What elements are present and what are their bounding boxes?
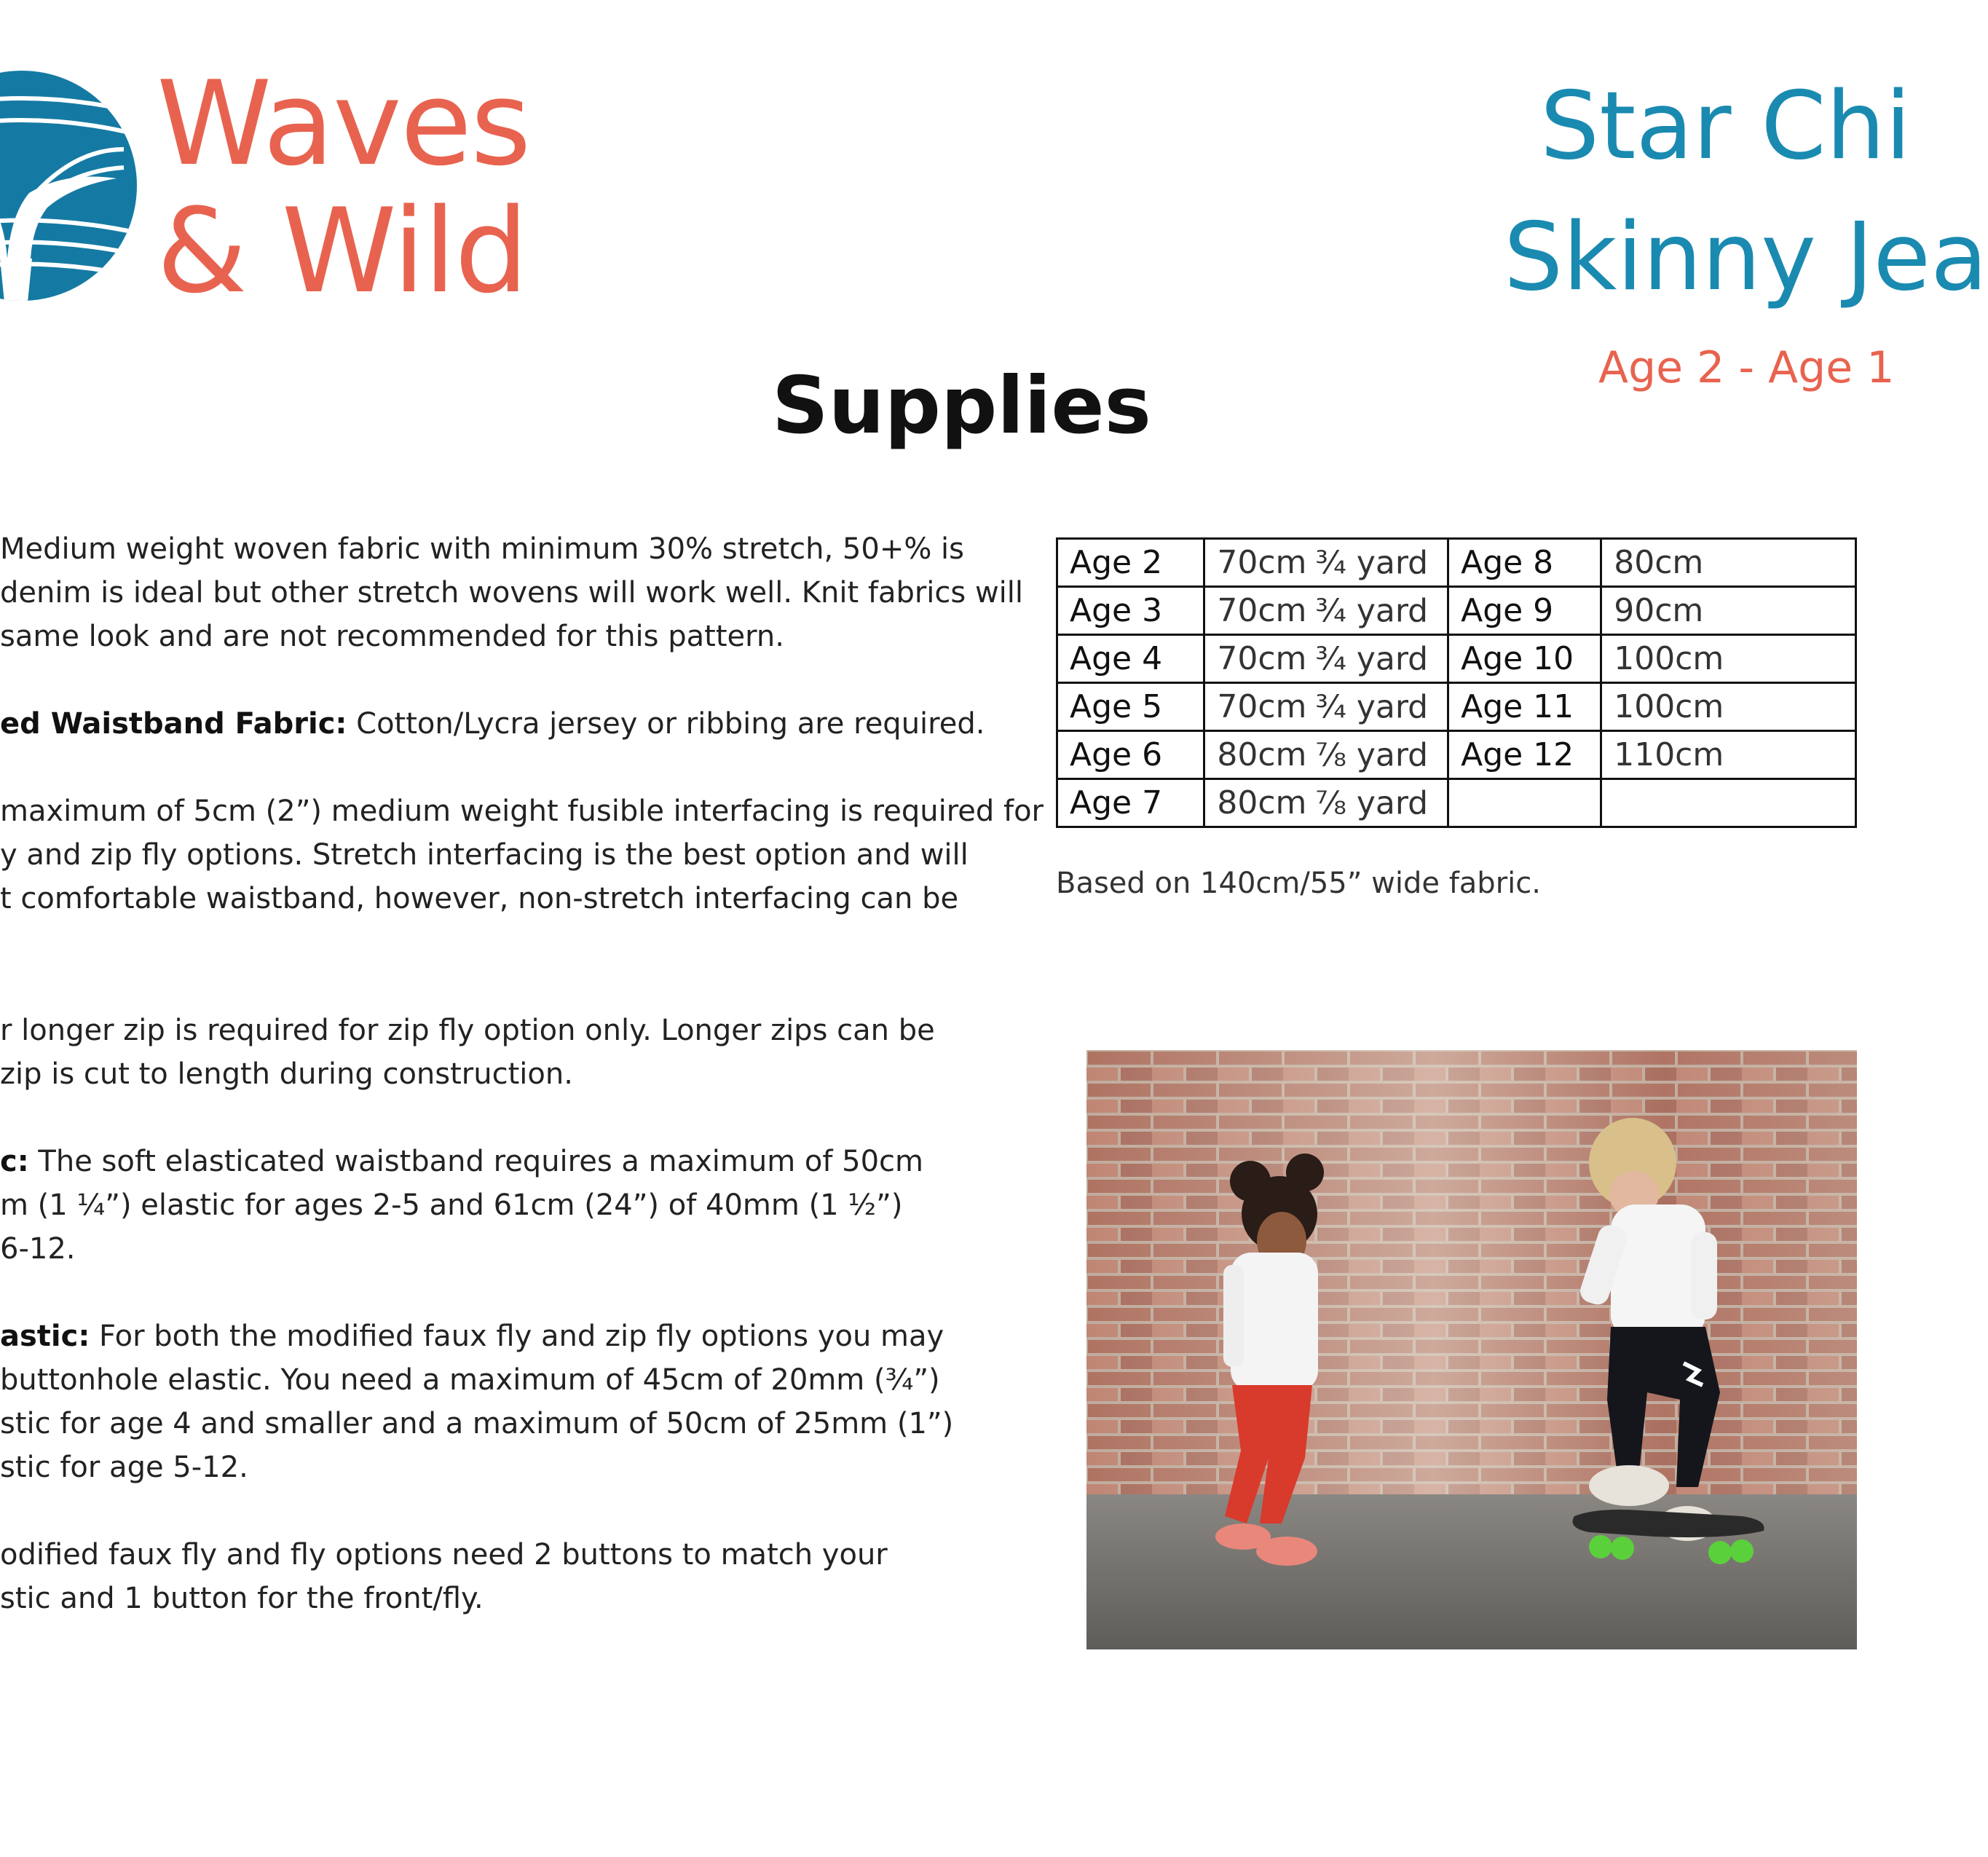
supply-fabric: Medium weight woven fabric with minimum 30% stretch, 50+% is denim is ideal but other stretch wovens will work well. Knit fabrics will same look and are not recommended for this pattern. (0, 532, 1023, 653)
metric-value: 90cm (1601, 587, 1856, 635)
age-cell: Age 4 (1057, 635, 1204, 683)
metric-value: 70cm (1217, 688, 1307, 725)
pattern-title-line-2: Skinny Jea (1504, 203, 1988, 312)
age-cell: Age 6 (1057, 731, 1204, 779)
age-cell: Age 11 (1448, 683, 1601, 731)
imperial-value: ⅞ yard (1315, 784, 1429, 821)
metric-value: 100cm (1601, 683, 1856, 731)
supply-zip: r longer zip is required for zip fly option only. Longer zips can be zip is cut to length during construction. (0, 1014, 935, 1091)
age-cell: Age 12 (1448, 731, 1601, 779)
table-row (1057, 779, 1856, 827)
metric-value: 70cm (1217, 640, 1307, 677)
metric-value: 80cm (1601, 539, 1856, 587)
measure-cell (1204, 683, 1448, 731)
age-cell: Age 7 (1057, 779, 1204, 827)
page-title: Supplies (772, 360, 1151, 452)
table-row (1057, 635, 1856, 683)
pattern-age-range: Age 2 - Age 1 (1598, 342, 1895, 393)
age-cell: Age 3 (1057, 587, 1204, 635)
metric-value: 80cm (1217, 784, 1307, 821)
age-cell: Age 9 (1448, 587, 1601, 635)
table-row (1057, 587, 1856, 635)
imperial-value: ⅞ yard (1315, 736, 1429, 773)
table-row (1057, 539, 1856, 587)
metric-value: 100cm (1601, 635, 1856, 683)
measure-cell (1204, 635, 1448, 683)
age-cell: Age 8 (1448, 539, 1601, 587)
supply-buttonhole-elastic: astic: For both the modified faux fly and zip fly options you may buttonhole elastic. You need a maximum of 45cm of 20mm (¾”) stic for age 4 and smaller and a maximum of 50cm of 25mm (1”) stic for age 5-12. (0, 1320, 954, 1484)
measure-cell (1204, 587, 1448, 635)
brand-name-line-1: Waves (157, 55, 530, 192)
imperial-value: ¾ yard (1315, 592, 1429, 629)
kids-skateboard-photo (1086, 1050, 1857, 1649)
measure-cell (1204, 539, 1448, 587)
table-row (1057, 683, 1856, 731)
table-row (1057, 731, 1856, 779)
measure-cell (1204, 779, 1448, 827)
age-cell (1448, 779, 1601, 827)
imperial-value: ¾ yard (1315, 640, 1429, 677)
metric-value: 70cm (1217, 592, 1307, 629)
metric-value: 70cm (1217, 544, 1307, 581)
brand-name-line-2: & Wild (157, 183, 527, 319)
yardage-table (1056, 537, 1857, 828)
supply-label: astic: (0, 1320, 90, 1353)
age-cell: Age 2 (1057, 539, 1204, 587)
imperial-value: ¾ yard (1315, 544, 1429, 581)
supply-interfacing: maximum of 5cm (2”) medium weight fusible interfacing is required for y and zip fly options. Stretch interfacing is the best option and will t comfortable waistband, however, non-stretch interfacing can be (0, 795, 1044, 915)
fabric-width-note: Based on 140cm/55” wide fabric. (1056, 867, 1541, 900)
metric-value: 80cm (1217, 736, 1307, 773)
imperial-value: ¾ yard (1315, 688, 1429, 725)
metric-value: 110cm (1601, 731, 1856, 779)
measure-cell (1204, 731, 1448, 779)
whale-tail-logo-icon (0, 69, 138, 302)
pattern-title-line-1: Star Chi (1540, 72, 1912, 181)
supply-label: c: (0, 1145, 29, 1178)
supply-waistband-fabric: ed Waistband Fabric: Cotton/Lycra jersey or ribbing are required. (0, 707, 985, 741)
supply-buttons: odified faux fly and fly options need 2 buttons to match your stic and 1 button for the front/fly. (0, 1538, 888, 1615)
supply-waistband-elastic: c: The soft elasticated waistband requires a maximum of 50cm m (1 ¼”) elastic for ages 2-5 and 61cm (24”) of 40mm (1 ½”) 6-12. (0, 1145, 923, 1266)
supply-label: ed Waistband Fabric: (0, 707, 347, 741)
age-cell: Age 10 (1448, 635, 1601, 683)
age-cell: Age 5 (1057, 683, 1204, 731)
metric-value (1601, 779, 1856, 827)
